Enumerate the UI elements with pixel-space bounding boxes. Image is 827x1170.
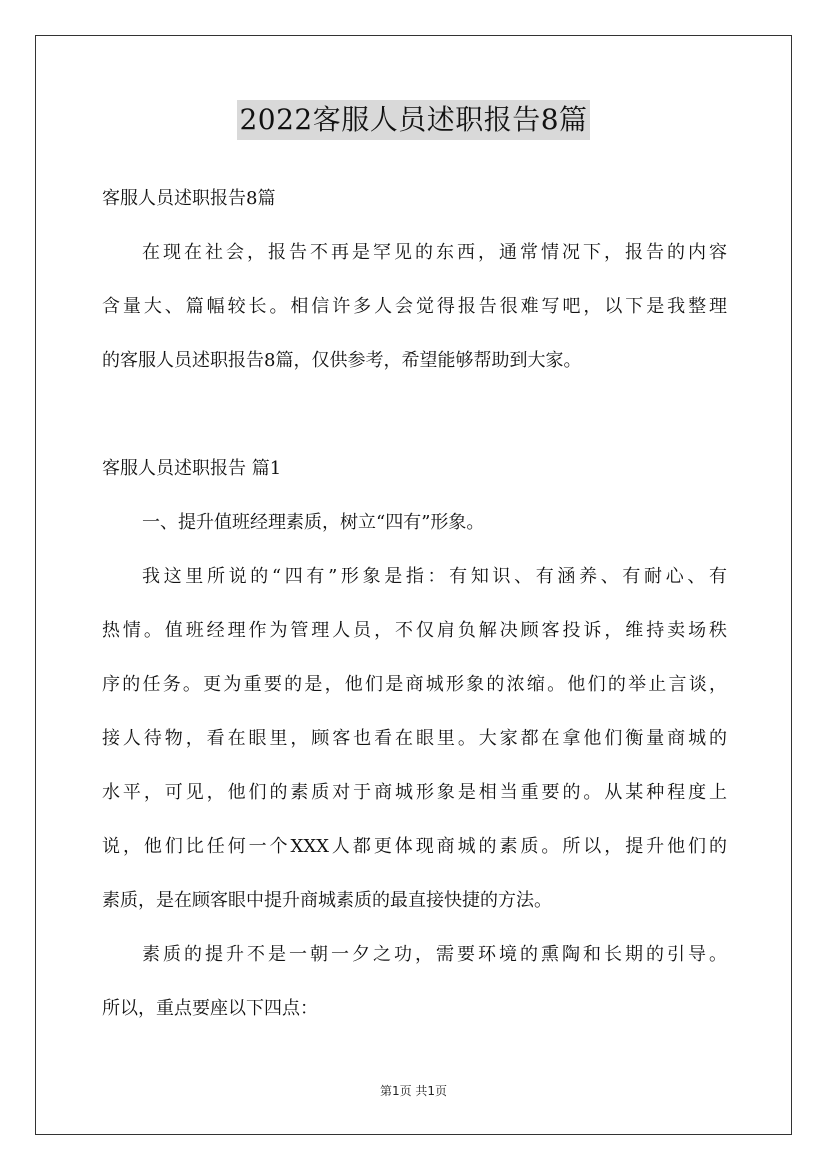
body-line-5: 水平，可见，他们的素质对于商城形象是相当重要的。从某种程度上 — [102, 782, 727, 803]
section-heading: 客服人员述职报告 篇1 — [102, 458, 282, 479]
intro-line-2: 含量大、篇幅较长。相信许多人会觉得报告很难写吧，以下是我整理 — [102, 296, 727, 317]
body-line-8: 素质的提升不是一朝一夕之功，需要环境的熏陶和长期的引导。 — [142, 944, 727, 965]
intro-line-3: 的客服人员述职报告8篇，仅供参考，希望能够帮助到大家。 — [102, 350, 582, 371]
body-line-4: 接人待物，看在眼里，顾客也看在眼里。大家都在拿他们衡量商城的 — [102, 728, 727, 749]
body-line-6: 说，他们比任何一个XXX人都更体现商城的素质。所以，提升他们的 — [102, 836, 727, 857]
title-wrap — [0, 100, 827, 140]
document-body — [102, 172, 727, 1036]
page-footer — [0, 1082, 827, 1099]
body-line-9: 所以，重点要座以下四点： — [102, 998, 318, 1019]
body-line-7: 素质，是在顾客眼中提升商城素质的最直接快捷的方法。 — [102, 890, 552, 911]
subtitle-line: 客服人员述职报告8篇 — [102, 188, 276, 209]
body-line-1: 我这里所说的“四有”形象是指：有知识、有涵养、有耐心、有 — [142, 566, 727, 587]
point-heading: 一、提升值班经理素质，树立“四有”形象。 — [142, 512, 485, 533]
body-line-3: 序的任务。更为重要的是，他们是商城形象的浓缩。他们的举止言谈， — [102, 674, 727, 695]
paragraph-gap — [102, 388, 727, 442]
document-title: 2022客服人员述职报告8篇 — [237, 100, 589, 140]
body-line-2: 热情。值班经理作为管理人员，不仅肩负解决顾客投诉，维持卖场秩 — [102, 620, 727, 641]
intro-line-1: 在现在社会，报告不再是罕见的东西，通常情况下，报告的内容 — [142, 242, 727, 263]
page-number: 第1页 共1页 — [379, 1084, 448, 1098]
